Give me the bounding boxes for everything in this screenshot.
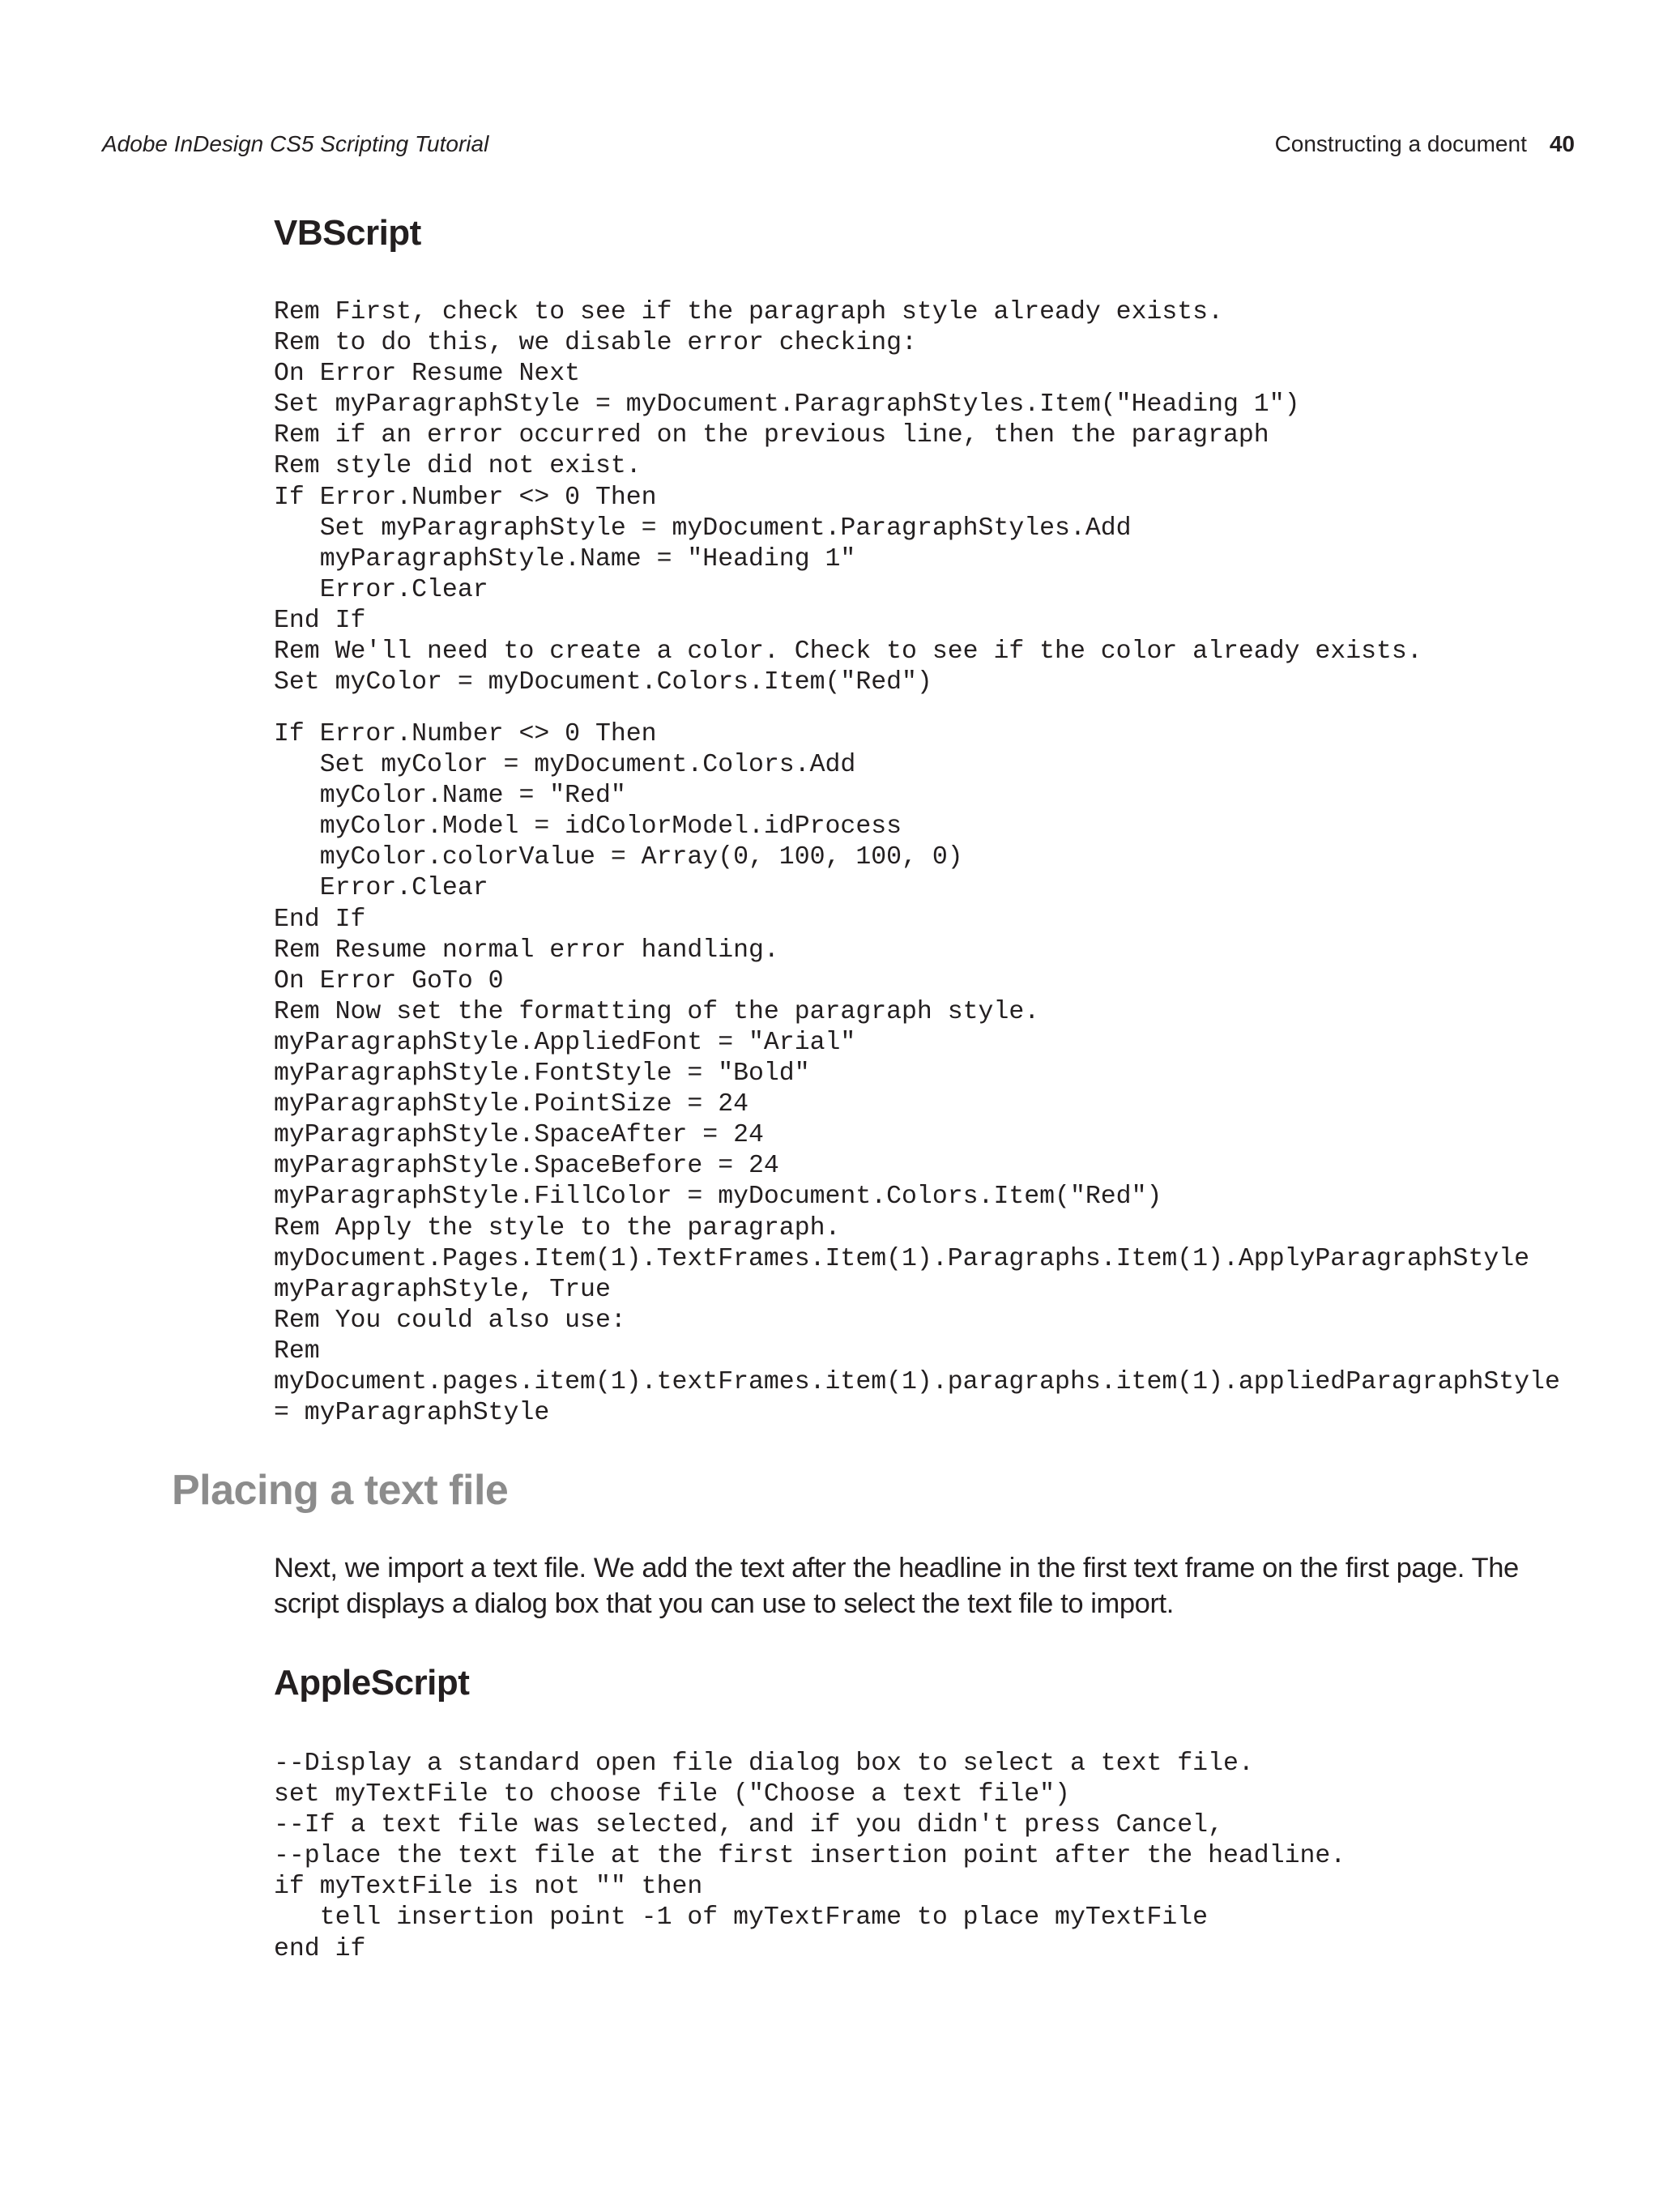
code-line: tell insertion point -1 of myTextFrame to place myTextFile: [274, 1903, 1209, 1933]
code-line: --Display a standard open file dialog box to select a text file.: [274, 1750, 1254, 1778]
code-line: --If a text file was selected, and if you didn't press Cancel,: [274, 1811, 1223, 1840]
code-line: Rem First, check to see if the paragraph style already exists.: [274, 298, 1223, 326]
code-line: Set myParagraphStyle = myDocument.ParagraphStyles.Item("Heading 1"): [274, 390, 1300, 420]
code-line: if myTextFile is not "" then: [274, 1873, 703, 1902]
applescript-heading: AppleScript: [274, 1663, 470, 1703]
code-line: myParagraphStyle.AppliedFont = "Arial": [274, 1028, 856, 1057]
code-line: myParagraphStyle, True: [274, 1275, 611, 1304]
code-line: End If: [274, 606, 366, 635]
applescript-code-block: [274, 1749, 1346, 1965]
section-title: Constructing a document: [1274, 131, 1527, 156]
code-line: myColor.colorValue = Array(0, 100, 100, 0): [274, 843, 963, 872]
code-line: On Error GoTo 0: [274, 966, 504, 995]
code-line: Rem We'll need to create a color. Check to see if the color already exists.: [274, 637, 1422, 667]
running-header-section: [1275, 130, 1575, 159]
code-line: Rem Resume normal error handling.: [274, 936, 779, 965]
vbscript-heading: VBScript: [274, 213, 421, 253]
code-line: Rem Now set the formatting of the paragraph style.: [274, 997, 1040, 1026]
code-line: Rem You could also use:: [274, 1306, 626, 1335]
code-line: = myParagraphStyle: [274, 1399, 550, 1428]
vbscript-code-block-2: [274, 719, 1560, 1429]
vbscript-code-block-1: [274, 297, 1422, 698]
code-line: end if: [274, 1934, 366, 1963]
page-number: 40: [1549, 131, 1575, 156]
code-line: set myTextFile to choose file ("Choose a text file"): [274, 1780, 1070, 1809]
code-line: Rem Apply the style to the paragraph.: [274, 1213, 841, 1242]
code-line: myParagraphStyle.FillColor = myDocument.Colors.Item("Red"): [274, 1183, 1162, 1212]
code-line: If Error.Number <> 0 Then: [274, 720, 657, 748]
code-line: --place the text file at the first insertion point after the headline.: [274, 1842, 1346, 1871]
code-line: Error.Clear: [274, 874, 488, 903]
code-line: Rem: [274, 1336, 320, 1366]
code-line: myDocument.pages.item(1).textFrames.item(1).paragraphs.item(1).appliedParagraphStyle: [274, 1367, 1560, 1396]
code-line: Rem style did not exist.: [274, 452, 642, 481]
code-line: myParagraphStyle.Name = "Heading 1": [274, 544, 856, 573]
body-paragraph: Next, we import a text file. We add the text after the headline in the first text frame on the first page. The script displays a dialog box that you can use to select the text file to import.: [274, 1553, 1519, 1619]
code-line: myColor.Name = "Red": [274, 782, 626, 811]
running-header-title: Adobe InDesign CS5 Scripting Tutorial: [102, 131, 489, 156]
code-line: On Error Resume Next: [274, 360, 581, 389]
code-line: End If: [274, 905, 366, 934]
code-line: Rem if an error occurred on the previous line, then the paragraph: [274, 421, 1269, 450]
code-line: Set myParagraphStyle = myDocument.ParagraphStyles.Add: [274, 514, 1132, 543]
section-heading-placing-text-file: Placing a text file: [172, 1467, 509, 1514]
code-line: Set myColor = myDocument.Colors.Add: [274, 751, 856, 780]
code-line: myDocument.Pages.Item(1).TextFrames.Item(1).Paragraphs.Item(1).ApplyParagraphStyle: [274, 1244, 1530, 1273]
code-line: myParagraphStyle.SpaceBefore = 24: [274, 1152, 779, 1181]
code-line: myParagraphStyle.FontStyle = "Bold": [274, 1059, 810, 1089]
code-line: myParagraphStyle.PointSize = 24: [274, 1090, 748, 1119]
code-line: Rem to do this, we disable error checking:: [274, 329, 917, 358]
code-line: myParagraphStyle.SpaceAfter = 24: [274, 1121, 764, 1150]
code-line: Set myColor = myDocument.Colors.Item("Red"): [274, 668, 932, 697]
code-line: Error.Clear: [274, 575, 488, 604]
code-line: If Error.Number <> 0 Then: [274, 483, 657, 512]
code-line: myColor.Model = idColorModel.idProcess: [274, 812, 902, 842]
